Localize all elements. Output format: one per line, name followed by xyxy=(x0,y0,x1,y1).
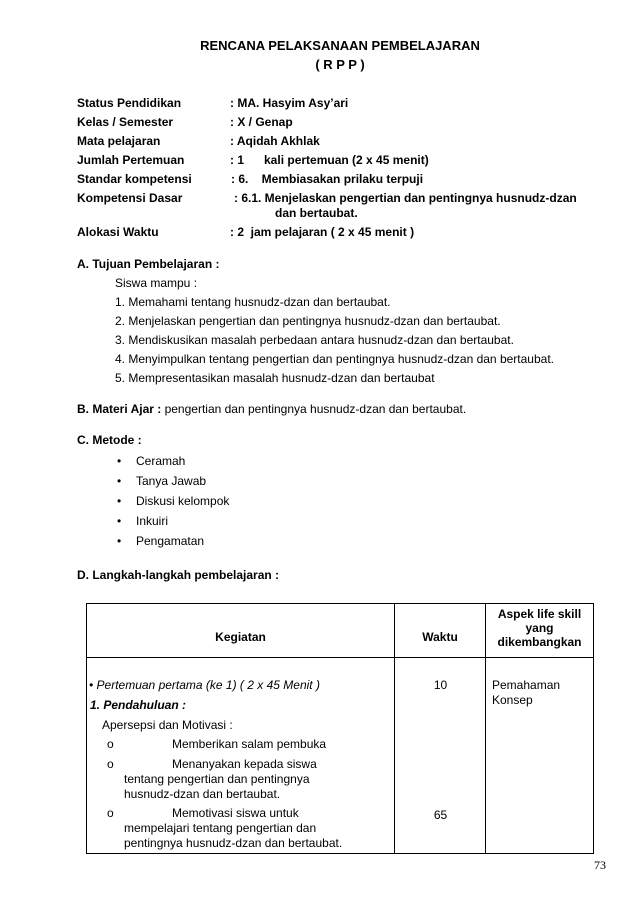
meeting-label: • Pertemuan pertama (ke 1) ( 2 x 45 Menit ) xyxy=(89,678,320,692)
section-b-heading: B. Materi Ajar : xyxy=(77,402,162,416)
waktu-value: 10 xyxy=(433,678,448,692)
step-item-line2: mempelajari tentang pengertian dan xyxy=(124,821,317,835)
bullet-icon: • xyxy=(117,474,122,488)
section-a-intro: Siswa mampu : xyxy=(115,276,198,290)
identity-value-mapel: : Aqidah Akhlak xyxy=(230,134,320,148)
circle-bullet-icon: o xyxy=(107,757,114,771)
method-item: Ceramah xyxy=(136,454,186,468)
section-b xyxy=(77,402,466,416)
identity-value-kelas: : X / Genap xyxy=(230,115,293,129)
table-header-row xyxy=(87,604,594,658)
identity-label-kelas: Kelas / Semester xyxy=(77,115,174,129)
section-d-heading: D. Langkah-langkah pembelajaran : xyxy=(77,568,280,582)
document-title: RENCANA PELAKSANAAN PEMBELAJARAN xyxy=(200,38,480,53)
aspek-line1: Pemahaman xyxy=(492,678,561,692)
identity-label-mapel: Mata pelajaran xyxy=(77,134,161,148)
objective-item: 2. Menjelaskan pengertian dan pentingnya husnudz-dzan dan bertaubat. xyxy=(115,314,501,328)
section-a-heading: A. Tujuan Pembelajaran : xyxy=(77,257,220,271)
section-b-text: pengertian dan pentingnya husnudz-dzan dan bertaubat. xyxy=(161,402,467,416)
objective-item: 3. Mendiskusikan masalah perbedaan antara husnudz-dzan dan bertaubat. xyxy=(115,333,514,347)
objective-item: 5. Mempresentasikan masalah husnudz-dzan dan bertaubat xyxy=(115,371,435,385)
header-aspek-line3: dikembangkan xyxy=(497,635,582,649)
identity-value-status: : MA. Hasyim Asy’ari xyxy=(230,96,349,110)
cell-waktu xyxy=(395,658,486,854)
aspek-line2: Konsep xyxy=(492,693,533,707)
bullet-icon: • xyxy=(117,514,122,528)
identity-value-pertemuan: : 1 kali pertemuan (2 x 45 menit) xyxy=(230,153,429,167)
objective-item: 1. Memahami tentang husnudz-dzan dan bertaubat. xyxy=(115,295,391,309)
sub-heading: Apersepsi dan Motivasi : xyxy=(102,718,233,732)
step-item-line3: pentingnya husnudz-dzan dan bertaubat. xyxy=(124,836,343,850)
step-item: Menanyakan kepada siswa xyxy=(172,757,317,771)
intro-heading: 1. Pendahuluan : xyxy=(90,698,187,712)
step-item-line2: tentang pengertian dan pentingnya xyxy=(124,772,310,786)
section-c-heading: C. Metode : xyxy=(77,433,142,447)
cell-kegiatan xyxy=(87,658,395,854)
step-item: Memotivasi siswa untuk xyxy=(172,806,299,820)
waktu-value: 65 xyxy=(433,808,448,822)
bullet-icon: • xyxy=(117,494,122,508)
identity-label-pertemuan: Jumlah Pertemuan xyxy=(77,153,185,167)
document-subtitle: ( R P P ) xyxy=(315,57,365,72)
identity-label-kd: Kompetensi Dasar xyxy=(77,191,183,205)
identity-value-kd: : 6.1. Menjelaskan pengertian dan pentingnya husnudz-dzan xyxy=(234,191,577,205)
circle-bullet-icon: o xyxy=(107,737,114,751)
step-item: Memberikan salam pembuka xyxy=(172,737,327,751)
page-number: 73 xyxy=(594,858,606,872)
step-item-line3: husnudz-dzan dan bertaubat. xyxy=(124,787,281,801)
header-aspek-line1: Aspek life skill xyxy=(497,607,582,621)
header-kegiatan: Kegiatan xyxy=(87,604,395,658)
header-waktu: Waktu xyxy=(395,604,486,658)
bullet-icon: • xyxy=(117,454,122,468)
method-item: Diskusi kelompok xyxy=(136,494,230,508)
steps-table xyxy=(86,603,594,854)
objective-item: 4. Menyimpulkan tentang pengertian dan pentingnya husnudz-dzan dan bertaubat. xyxy=(115,352,554,366)
identity-label-alokasi: Alokasi Waktu xyxy=(77,225,159,239)
cell-aspek xyxy=(486,658,594,854)
identity-label-sk: Standar kompetensi xyxy=(77,172,192,186)
header-aspek-line2: yang xyxy=(525,621,554,635)
circle-bullet-icon: o xyxy=(107,806,114,820)
identity-value-sk: : 6. Membiasakan prilaku terpuji xyxy=(231,172,424,186)
method-item: Pengamatan xyxy=(136,534,205,548)
identity-value-kd-line2: dan bertaubat. xyxy=(275,206,358,220)
identity-value-alokasi: : 2 jam pelajaran ( 2 x 45 menit ) xyxy=(230,225,415,239)
identity-label-status: Status Pendidikan xyxy=(77,96,182,110)
table-row xyxy=(87,658,594,854)
method-item: Inkuiri xyxy=(136,514,169,528)
header-aspek xyxy=(486,604,594,658)
bullet-icon: • xyxy=(117,534,122,548)
method-item: Tanya Jawab xyxy=(136,474,207,488)
